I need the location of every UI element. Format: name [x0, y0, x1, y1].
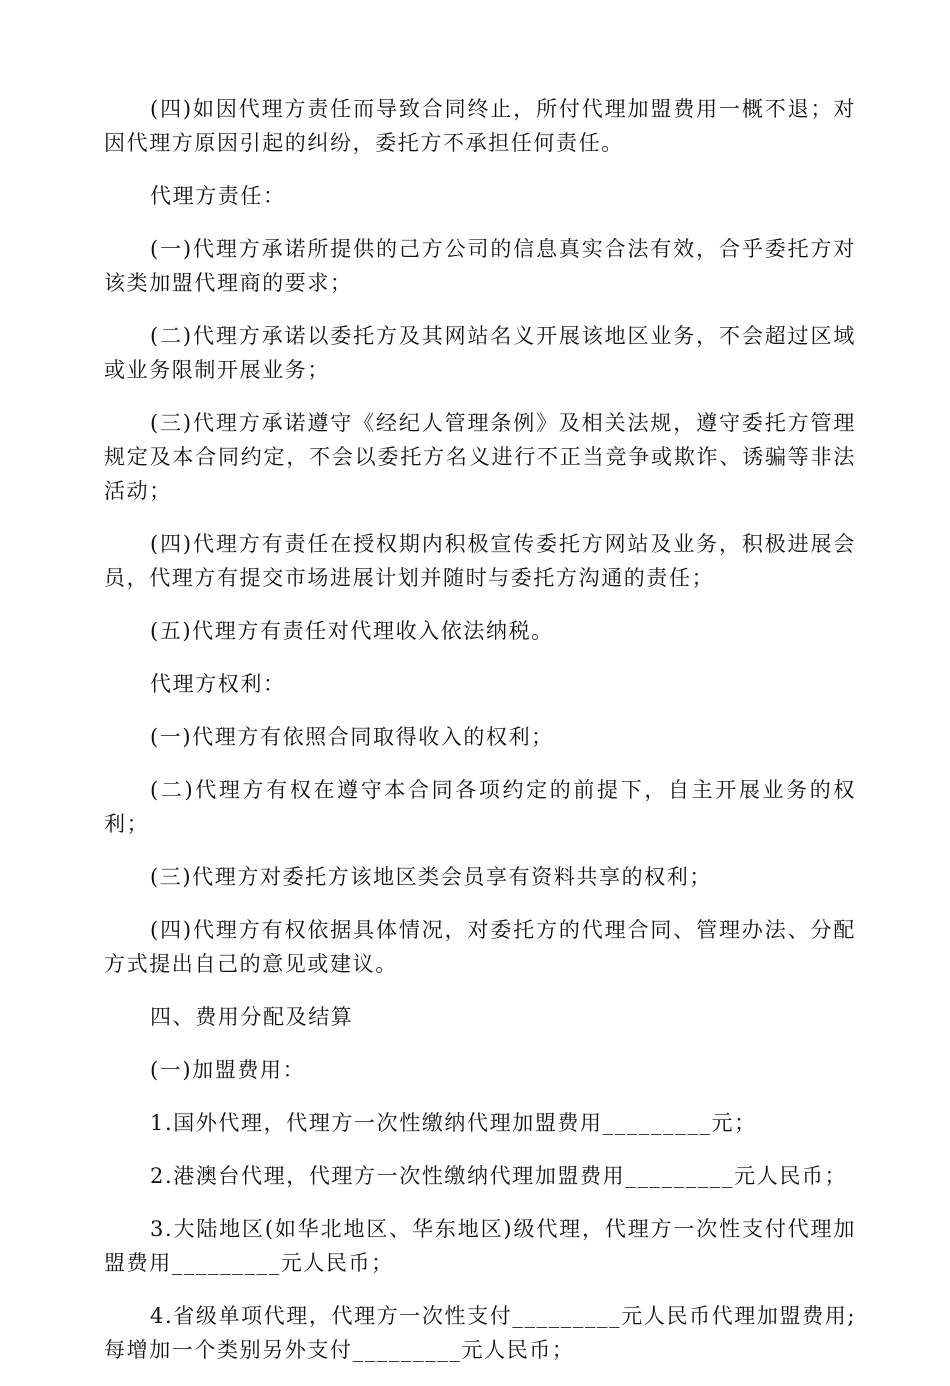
section-heading: 代理方责任： [150, 184, 286, 208]
section-heading: 四、费用分配及结算 [150, 1005, 354, 1029]
subsection-heading: (一)加盟费用： [150, 1058, 306, 1082]
clause-paragraph: (二)代理方承诺以委托方及其网站名义开展该地区业务，不会超过区域或业务限制开展业务； [104, 324, 856, 382]
clause-paragraph: (五)代理方有责任对代理收入依法纳税。 [150, 619, 554, 643]
clause-paragraph: (四)代理方有权依据具体情况，对委托方的代理合同、管理办法、分配方式提出自己的意见或建议。 [104, 918, 856, 976]
clause-paragraph: (四)如因代理方责任而导致合同终止，所付代理加盟费用一概不退；对因代理方原因引起的纠纷，委托方不承担任何责任。 [104, 97, 856, 155]
clause-paragraph: (三)代理方对委托方该地区类会员享有资料共享的权利； [150, 865, 712, 889]
fee-item: 3.大陆地区(如华北地区、华东地区)级代理，代理方一次性支付代理加盟费用_________元人民币； [104, 1217, 856, 1275]
clause-paragraph: (三)代理方承诺遵守《经纪人管理条例》及相关法规，遵守委托方管理规定及本合同约定，不会以委托方名义进行不正当竞争或欺诈、诱骗等非法活动； [104, 411, 856, 503]
clause-paragraph: (四)代理方有责任在授权期内积极宣传委托方网站及业务，积极进展会员，代理方有提交市场进展计划并随时与委托方沟通的责任； [104, 532, 856, 590]
fee-item: 2.港澳台代理，代理方一次性缴纳代理加盟费用_________元人民币； [150, 1164, 848, 1188]
section-heading: 代理方权利： [150, 672, 286, 696]
fee-item: 4.省级单项代理，代理方一次性支付_________元人民币代理加盟费用;每增加一个类别另外支付_________元人民币； [104, 1304, 856, 1362]
document-body [104, 92, 856, 1386]
fee-item: 1.国外代理，代理方一次性缴纳代理加盟费用_________元； [150, 1111, 757, 1135]
clause-paragraph: (二)代理方有权在遵守本合同各项约定的前提下，自主开展业务的权利； [104, 778, 856, 836]
clause-paragraph: (一)代理方承诺所提供的己方公司的信息真实合法有效，合乎委托方对该类加盟代理商的要求； [104, 237, 856, 295]
clause-paragraph: (一)代理方有依照合同取得收入的权利； [150, 725, 554, 749]
